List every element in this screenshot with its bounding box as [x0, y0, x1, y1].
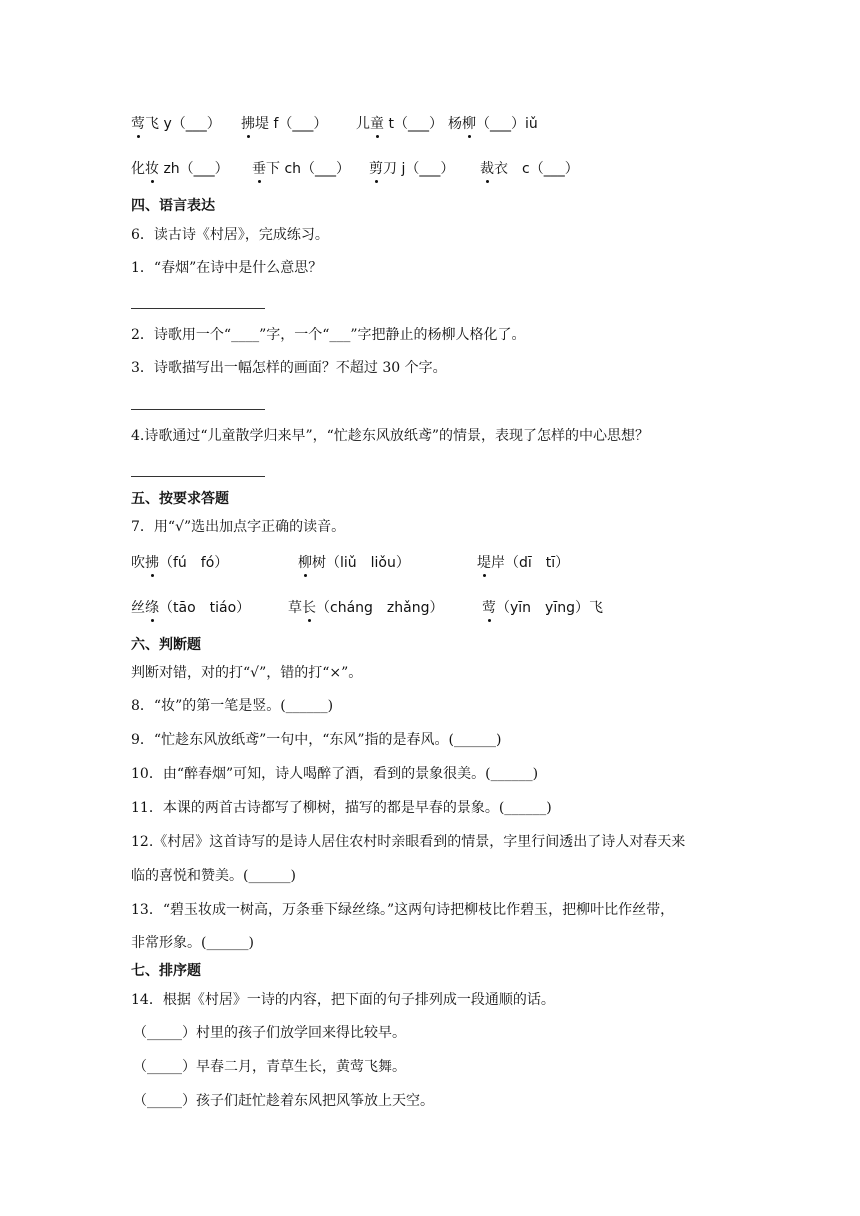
question-continued: 临的喜悦和赞美。(______) — [131, 868, 296, 884]
ordering-item: （_____）村里的孩子们放学回来得比较早。 — [133, 1025, 406, 1041]
sub-question: 3．诗歌描写出一幅怎样的画面？不超过 30 个字。 — [131, 360, 447, 376]
section-heading: 四、语言表达 — [131, 198, 215, 214]
question: 12.《村居》这首诗写的是诗人居住农村时亲眼看到的情景，字里行间透出了诗人对春天来 — [131, 834, 686, 850]
sub-question: 4.诗歌通过“儿童散学归来早”，“忙趁东风放纸鸢”的情景，表现了怎样的中心思想？ — [131, 428, 649, 444]
answer-line[interactable] — [131, 476, 265, 477]
pinyin-item: 剪刀 j（___） — [369, 161, 455, 177]
reading-option: 堤岸（dī tī） — [477, 555, 570, 571]
section-heading: 五、按要求答题 — [131, 491, 229, 507]
section-heading: 七、排序题 — [131, 963, 201, 979]
pinyin-item: 化妆 zh（___） — [131, 161, 229, 177]
pinyin-item: 裁衣 c（___） — [480, 161, 579, 177]
sub-question: 1．“春烟”在诗中是什么意思？ — [131, 260, 323, 276]
question: 8．“妆”的第一笔是竖。(______) — [131, 698, 334, 714]
question: 10．由“醉春烟”可知，诗人喝醉了酒，看到的景象很美。(______) — [131, 766, 539, 782]
reading-option: 吹拂（fú fó） — [131, 555, 229, 571]
reading-option: 柳树（liǔ liǒu） — [298, 555, 410, 571]
ordering-item: （_____）孩子们赶忙趁着东风把风筝放上天空。 — [133, 1093, 434, 1109]
reading-option: 莺（yīn yīng）飞 — [482, 600, 603, 616]
reading-option: 草长（cháng zhǎng） — [288, 600, 444, 616]
section-heading: 六、判断题 — [131, 637, 201, 653]
pinyin-item: 儿童 t（___） — [356, 116, 443, 132]
question: 13．“碧玉妆成一树高，万条垂下绿丝绦。”这两句诗把柳枝比作碧玉，把柳叶比作丝带， — [131, 902, 675, 918]
question-continued: 非常形象。(______) — [131, 935, 254, 951]
answer-line[interactable] — [131, 409, 265, 410]
sub-question: 2．诗歌用一个“____”字，一个“___”字把静止的杨柳人格化了。 — [131, 327, 526, 343]
pinyin-item: 莺飞 y（___） — [131, 116, 221, 132]
pinyin-item: 杨柳（___）iǔ — [448, 116, 538, 132]
reading-option: 丝绦（tāo tiáo） — [131, 600, 251, 616]
question: 14．根据《村居》一诗的内容，把下面的句子排列成一段通顺的话。 — [131, 992, 555, 1008]
question: 6．读古诗《村居》，完成练习。 — [131, 227, 329, 243]
question: 7．用“√”选出加点字正确的读音。 — [131, 519, 346, 535]
pinyin-item: 拂堤 f（___） — [241, 116, 328, 132]
pinyin-item: 垂下 ch（___） — [252, 161, 351, 177]
answer-line[interactable] — [131, 308, 265, 309]
question: 11．本课的两首古诗都写了柳树，描写的都是早春的景象。(______) — [131, 800, 552, 816]
question: 9．“忙趁东风放纸鸢”一句中，“东风”指的是春风。(______) — [131, 732, 502, 748]
instruction: 判断对错，对的打“√”，错的打“×”。 — [131, 665, 363, 681]
ordering-item: （_____）早春二月，青草生长，黄莺飞舞。 — [133, 1059, 406, 1075]
